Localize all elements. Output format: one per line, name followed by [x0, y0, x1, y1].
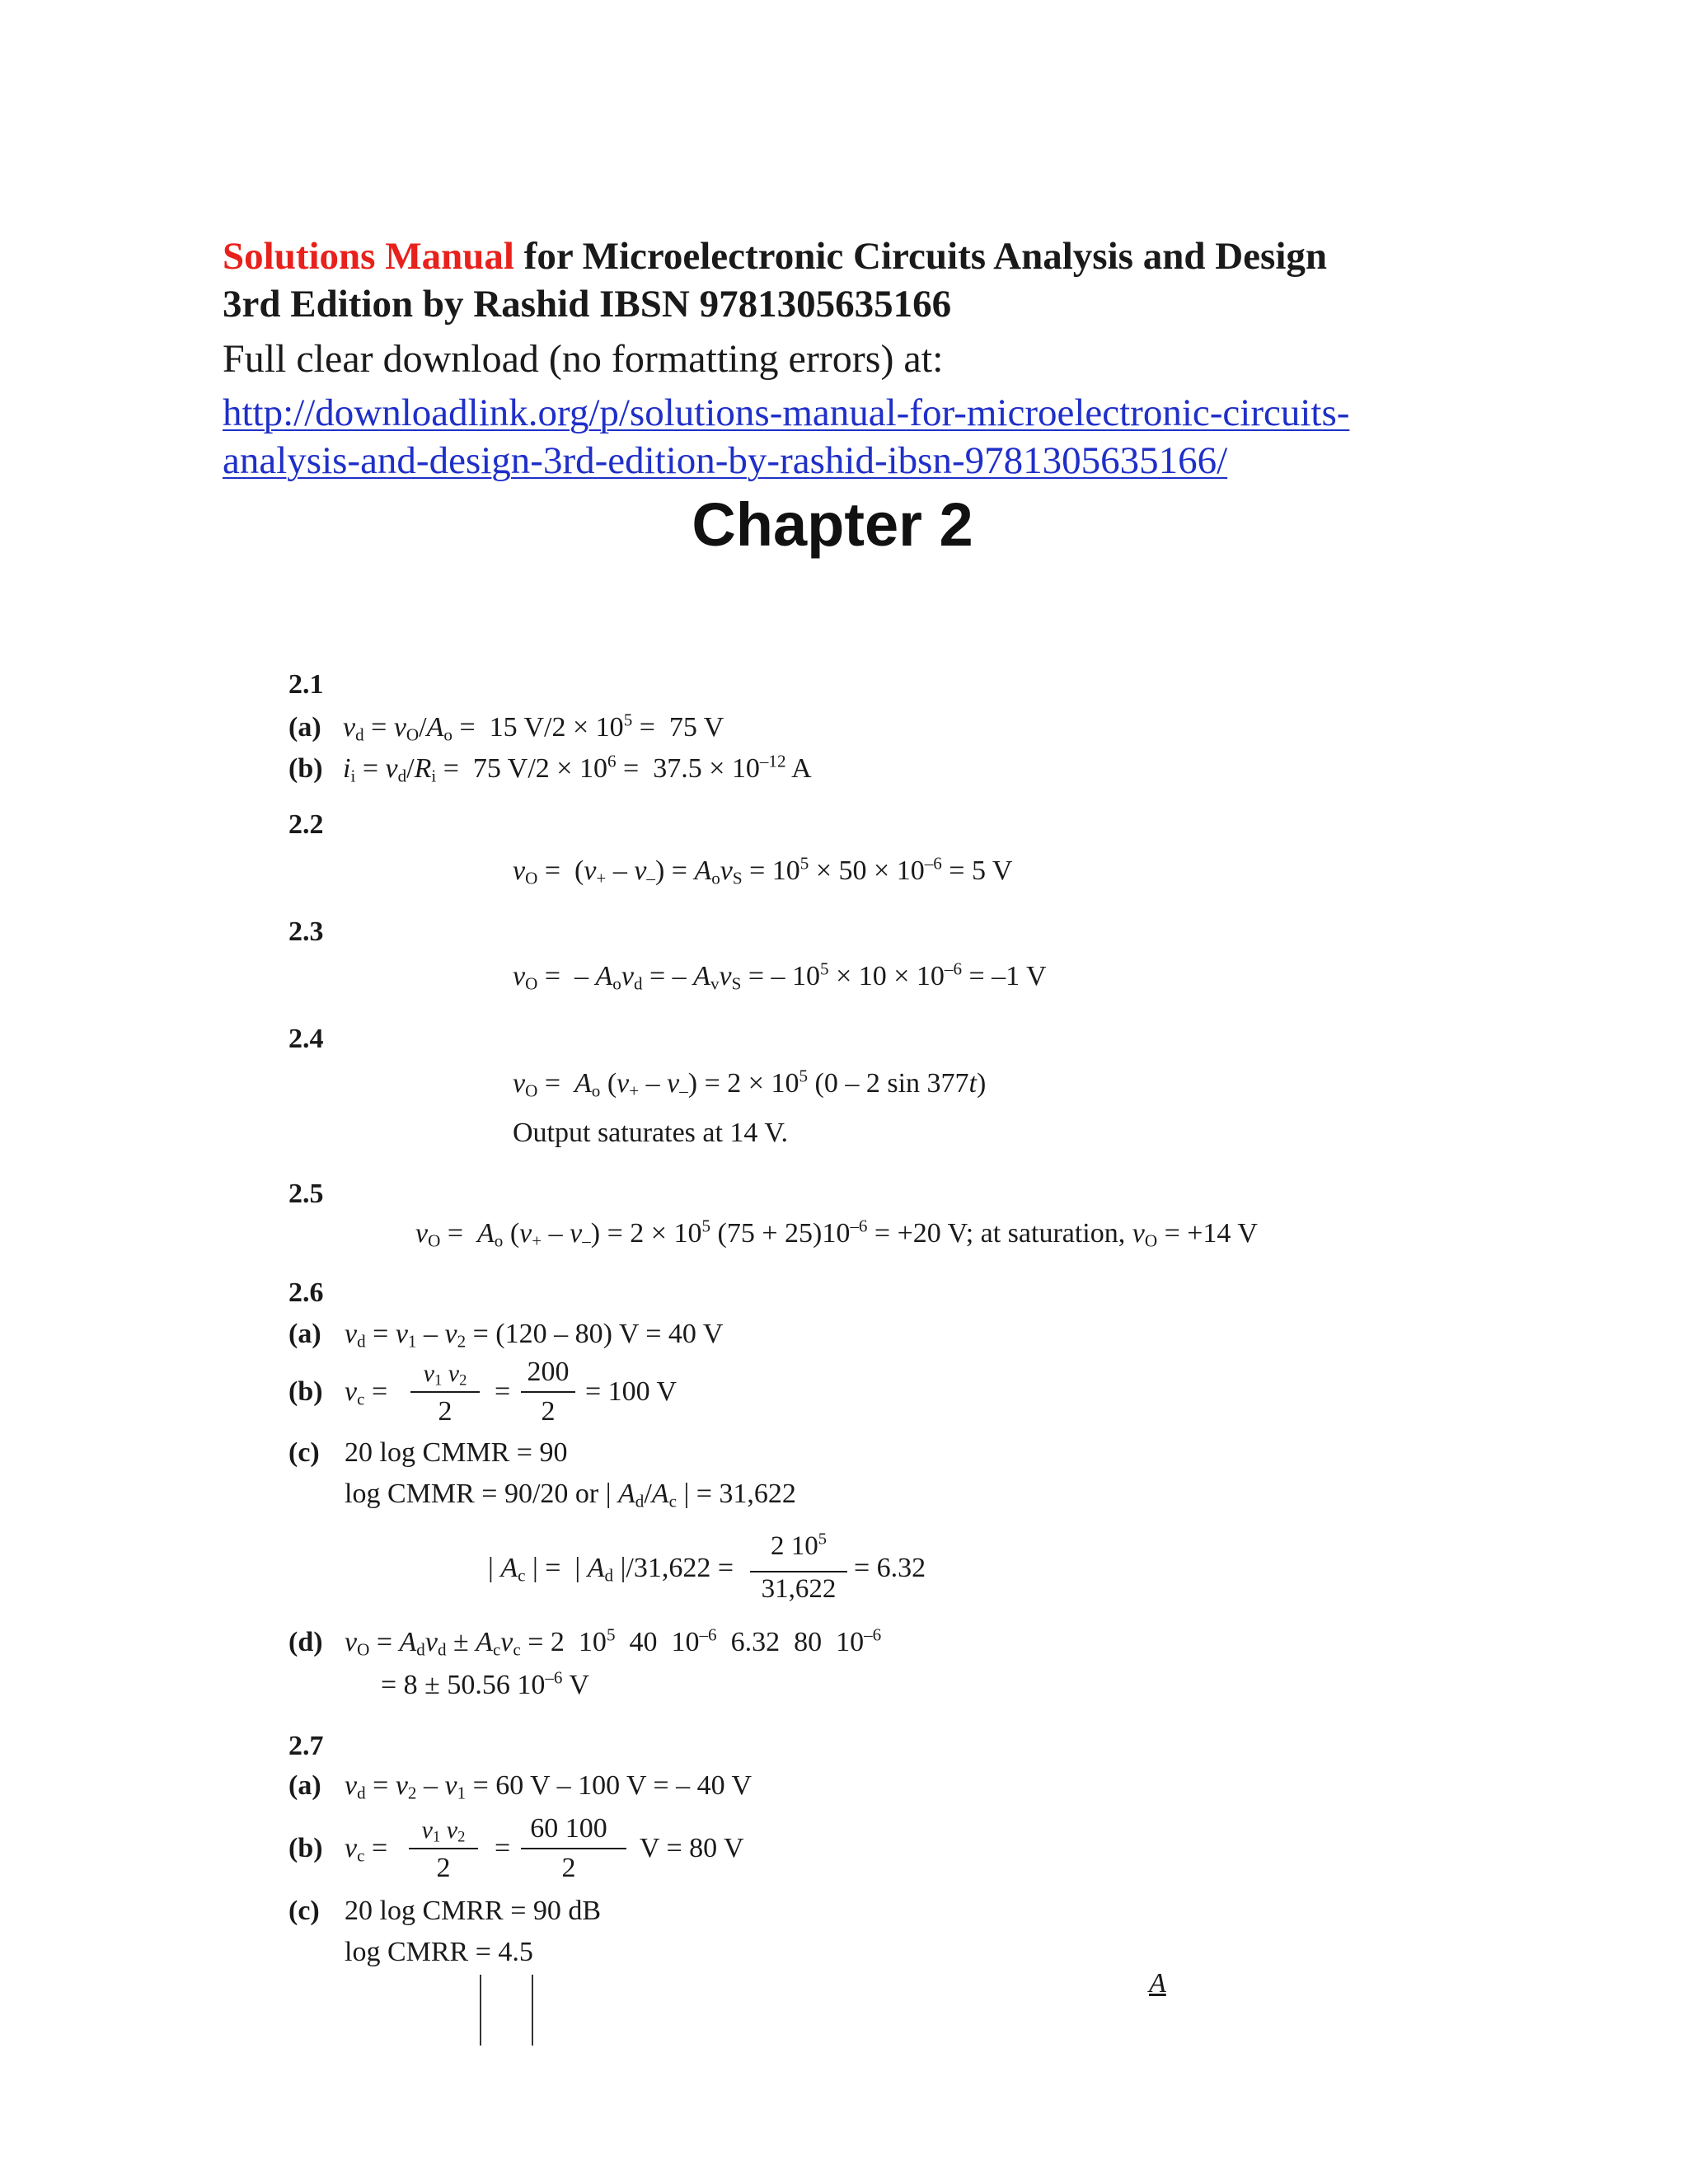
download-link-line2[interactable]: analysis-and-design-3rd-edition-by-rashid-ibsn-9781305635166/: [223, 439, 1228, 482]
problem-2-7-c-line1: 20 log CMRR = 90 dB: [345, 1896, 602, 1926]
problem-2-7-b-equals: =: [495, 1833, 511, 1863]
problem-2-6-c-ac-result: = 6.32: [854, 1553, 926, 1583]
problem-2-7-b-frac2-den: 2: [561, 1853, 576, 1883]
problem-2-1-part-a: (a): [288, 712, 321, 743]
problem-2-6-part-a: (a): [288, 1319, 321, 1349]
problem-2-7-part-a: (a): [288, 1770, 321, 1801]
problem-2-6-b-lhs: $v_c$ =: [345, 1376, 388, 1409]
problem-2-7-c-line2: log CMRR = 4.5: [345, 1937, 533, 1967]
problem-2-7-a-equation: $v_d = v_2 - v_1 = 60$ V – 100 V = – 40 V: [345, 1770, 753, 1803]
problem-2-5-equation: $v_O = A_o$ $(v_+ - v_-) = 2 \times 10^5$ $(75 + 25)10^{-6} = +20$ V; at saturation, $v_O = +14$ V: [415, 1216, 1258, 1251]
problem-2-6-b-frac2-num: 200: [527, 1357, 570, 1387]
problem-2-1-b-equation: $i_i = v_d/R_i = 75$ $V/2 \times 10^6 = 37.5 \times 10^{-12}$ A: [343, 751, 812, 786]
problem-2-6-b-frac1-den: 2: [438, 1396, 452, 1427]
abs-value-bar-right: [532, 1975, 533, 2046]
abs-value-bar-left: [480, 1975, 481, 2046]
problem-2-6-b-equals: =: [495, 1376, 511, 1407]
problem-2-5-number: 2.5: [288, 1179, 324, 1209]
problem-2-1-a-equation: $v_d = v_O/A_o = 15$ $V/2 \times 10^5 = 75$ V: [343, 710, 724, 745]
problem-2-6-c-ac-num-text: 2 10: [771, 1531, 818, 1561]
problem-2-2-equation: $v_O = (v_+ - v_-) = A_ov_S = 10^5 \times 50 \times 10^{-6} = 5$ V: [513, 853, 1013, 888]
problem-2-7-part-c: (c): [288, 1896, 320, 1926]
document-title-line1: [223, 237, 1327, 276]
problem-2-6-part-d: (d): [288, 1627, 323, 1657]
document-title-line2: 3rd Edition by Rashid IBSN 9781305635166: [223, 283, 952, 326]
problem-2-7-number: 2.7: [288, 1731, 324, 1761]
problem-2-6-c-ac-num: 2 $10^5$: [771, 1530, 827, 1561]
problem-2-3-equation: $v_O$ = – $A_ov_d$ = – $A_vv_S$ = – $10^5 \times 10 \times 10^{-6} = -1$ V: [513, 958, 1047, 994]
problem-2-4-equation: $v_O = A_o$ $(v_+ - v_-) = 2 \times 10^5$ (0 – 2 sin 377t): [513, 1066, 987, 1101]
problem-2-6-c-ac-den: 31,622: [761, 1574, 837, 1604]
problem-2-3-number: 2.3: [288, 916, 324, 947]
problem-2-6-b-frac2-den: 2: [541, 1396, 556, 1427]
problem-2-6-part-b: (b): [288, 1376, 323, 1407]
problem-2-6-number: 2.6: [288, 1277, 324, 1308]
problem-2-7-b-result: V = 80 V: [640, 1833, 744, 1863]
problem-2-6-b-result: = 100 V: [585, 1376, 678, 1407]
problem-2-4-number: 2.4: [288, 1024, 324, 1054]
problem-2-7-b-frac1-den: 2: [436, 1853, 451, 1883]
problem-2-7-b-frac1-num: $v_1$ $v_2$: [421, 1816, 466, 1846]
download-link-line1[interactable]: http://downloadlink.org/p/solutions-manual-for-microelectronic-circuits-: [223, 391, 1350, 434]
problem-2-6-b-frac1-num: $v_1$ $v_2$: [423, 1360, 467, 1390]
title-rest: for Microelectronic Circuits Analysis and Design: [513, 235, 1328, 278]
problem-2-6-c-ac-bar: [750, 1571, 847, 1572]
title-highlight: Solutions Manual: [223, 235, 514, 278]
problem-2-6-c-line1: 20 log CMMR = 90: [345, 1437, 568, 1468]
problem-2-7-b-frac2-num: 60 100: [530, 1813, 607, 1844]
problem-2-6-b-frac2-bar: [521, 1391, 575, 1393]
problem-2-7-part-b: (b): [288, 1833, 323, 1863]
download-text: Full clear download (no formatting errors) at:: [223, 337, 944, 381]
problem-2-7-footer-a: A: [1149, 1968, 1166, 1999]
problem-2-1-part-b: (b): [288, 753, 323, 784]
problem-2-7-b-frac2-bar: [521, 1848, 626, 1849]
problem-2-7-b-frac1-bar: [409, 1848, 478, 1849]
chapter-heading: Chapter 2: [692, 490, 973, 559]
problem-2-1-number: 2.1: [288, 669, 324, 700]
problem-2-6-d-line2-unit: V: [569, 1670, 589, 1700]
problem-2-6-b-frac1-bar: [410, 1391, 480, 1393]
problem-2-7-b-lhs: $v_c$ =: [345, 1833, 388, 1866]
problem-2-6-a-equation: $v_d = v_1 - v_2 = (120 - 80) V = 40$ V: [345, 1319, 724, 1352]
problem-2-6-c-ac-lhs: | $A_c$ | = | $A_d$ |/31,622 =: [488, 1553, 734, 1586]
problem-2-6-d-line1: $v_O = A_dv_d \pm A_cv_c = 2$ $10^5$ 40 $10^{-6}$ 6.32 80 $10^{-6}$: [345, 1624, 882, 1660]
problem-2-6-d-line2-text: = 8 ± 50.56 10: [381, 1670, 546, 1700]
problem-2-6-d-line2: = 8 ± 50.56 $10^{-6}$ V: [381, 1667, 589, 1700]
problem-2-4-note: Output saturates at 14 V.: [513, 1118, 788, 1148]
problem-2-6-c-line2: log CMMR = 90/20 or | $A_d/A_c$ | = 31,622: [345, 1479, 796, 1511]
problem-2-2-number: 2.2: [288, 809, 324, 840]
problem-2-6-part-c: (c): [288, 1437, 320, 1468]
